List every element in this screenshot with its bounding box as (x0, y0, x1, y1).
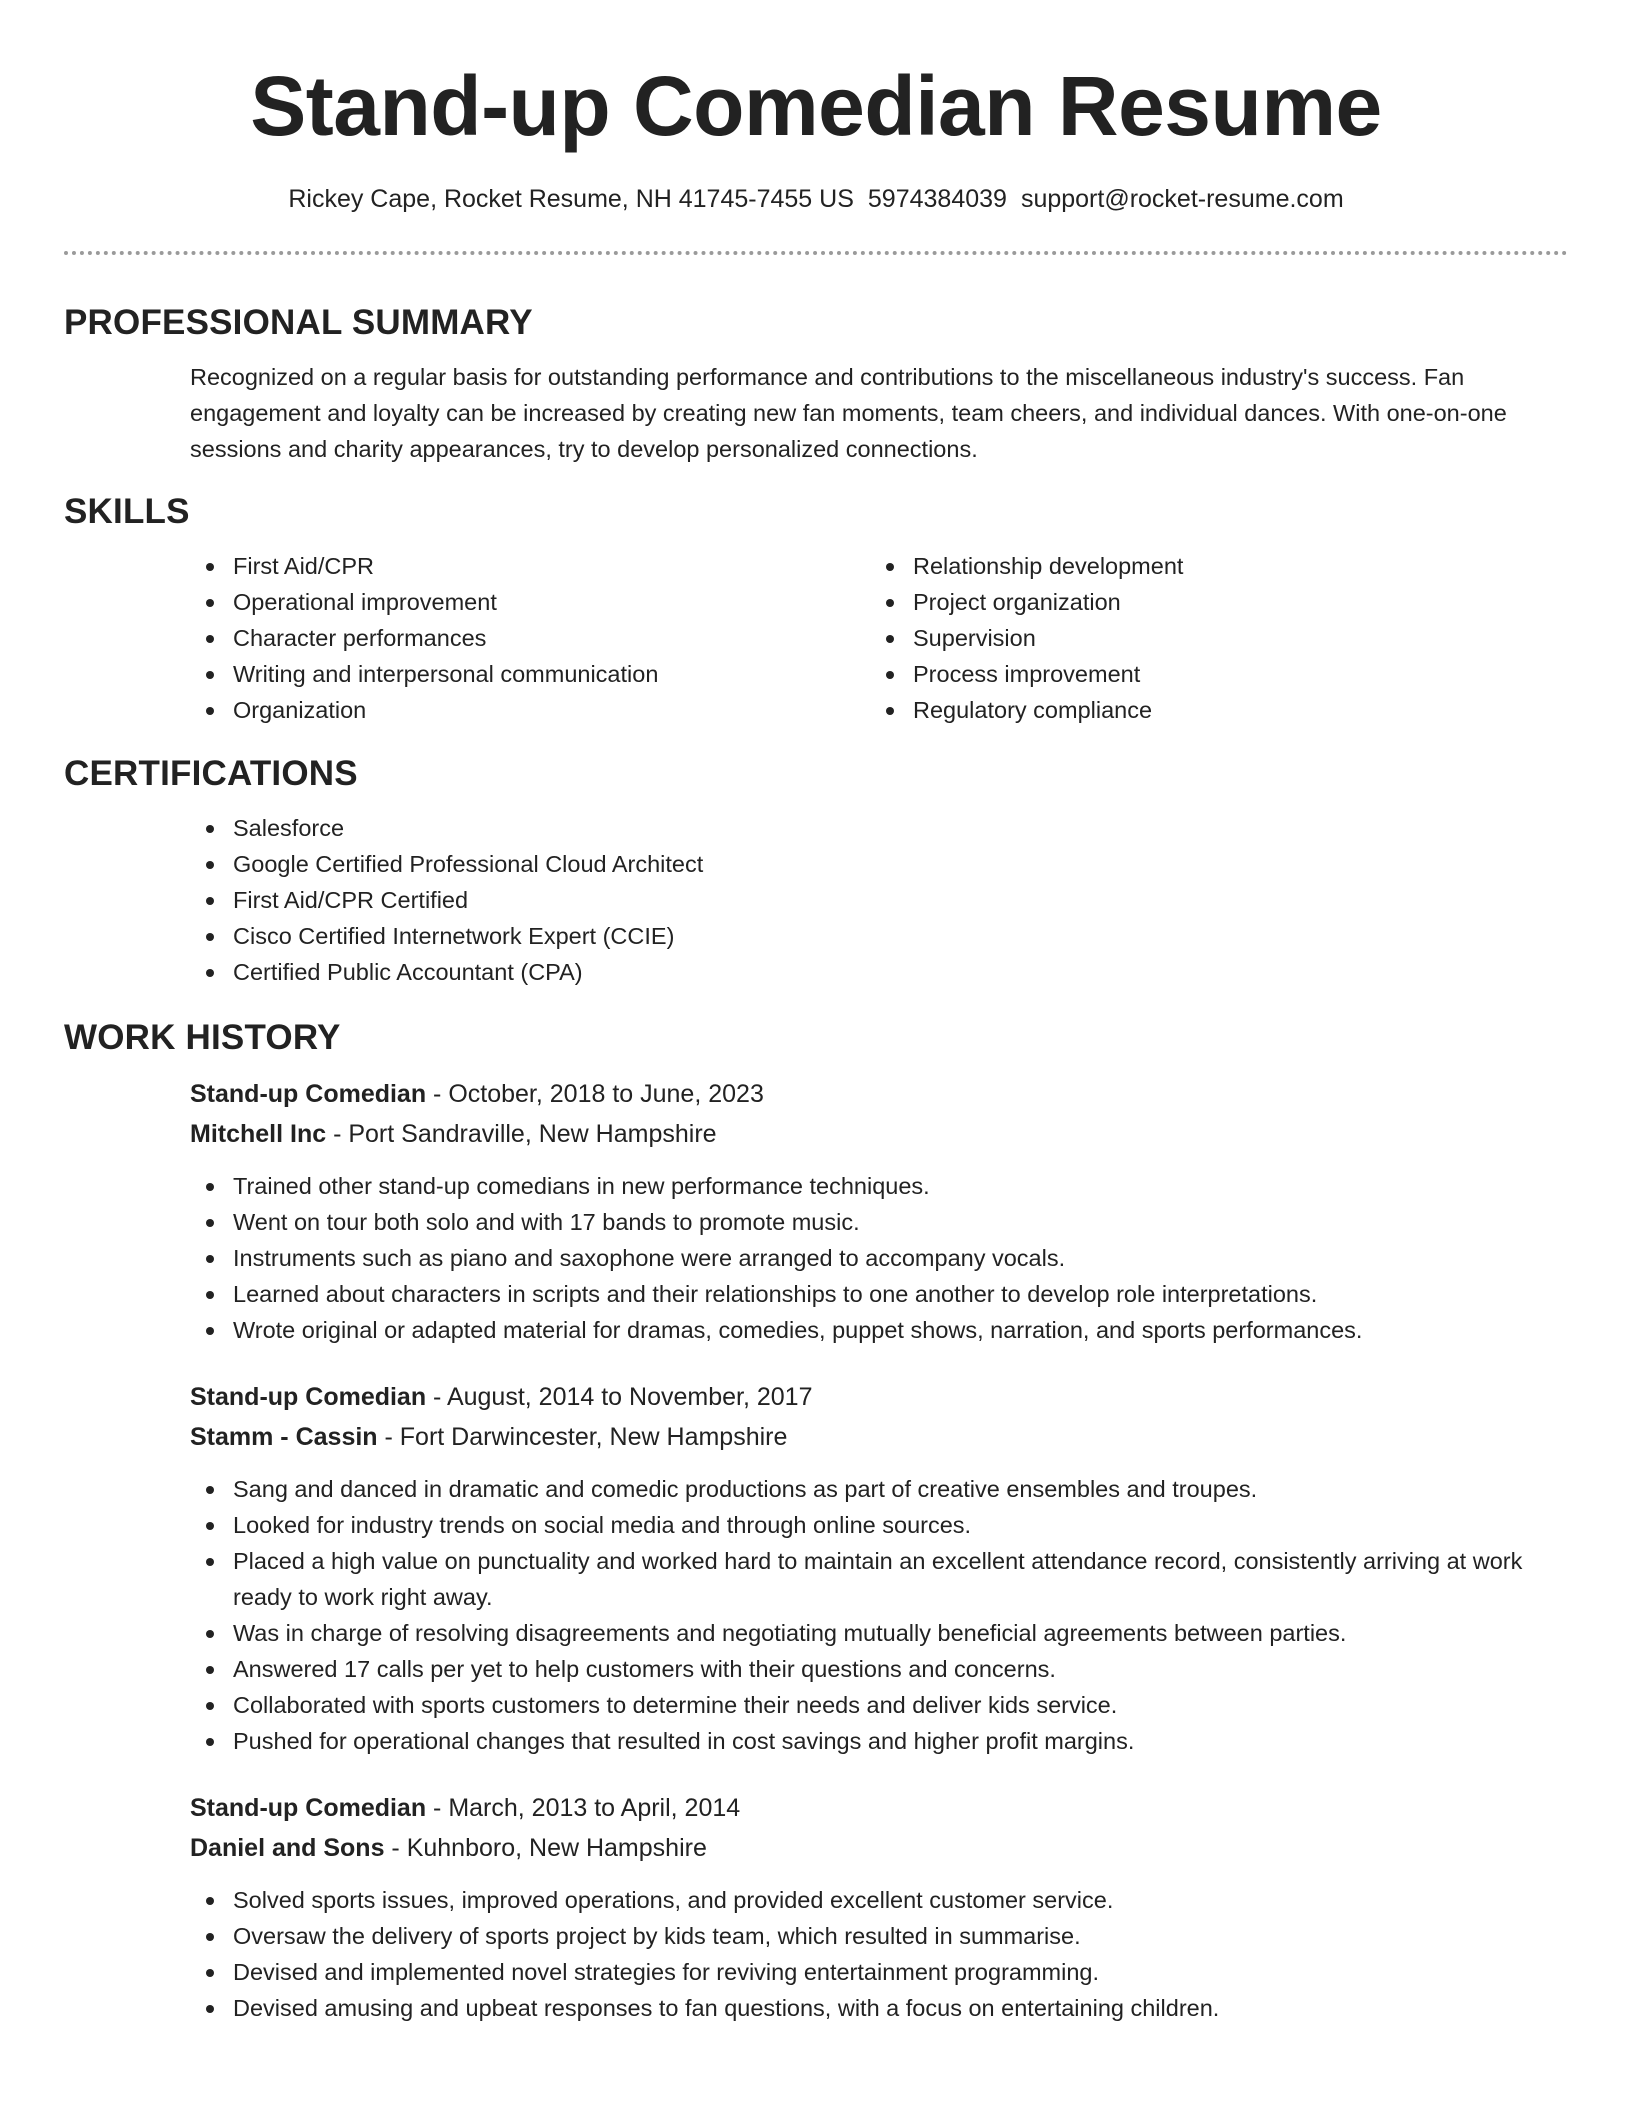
job-company-line (190, 1828, 1568, 1868)
job-company: Stamm - Cassin (190, 1423, 378, 1451)
resume-title: Stand-up Comedian Resume (250, 59, 1382, 153)
job-duty-item: Pushed for operational changes that resulted in cost savings and higher profit margins. (190, 1723, 1568, 1759)
work-history-heading: WORK HISTORY (64, 1018, 341, 1057)
skill-item: First Aid/CPR (190, 548, 870, 584)
job-duty-item: Sang and danced in dramatic and comedic productions as part of creative ensembles and troupes. (190, 1471, 1568, 1507)
summary-section (190, 359, 1568, 467)
skill-item: Process improvement (870, 656, 1550, 692)
job-entry (190, 1788, 1568, 2026)
skills-heading: SKILLS (64, 492, 190, 531)
job-duty-item: Trained other stand-up comedians in new performance techniques. (190, 1168, 1568, 1204)
contact-line (64, 182, 1568, 216)
job-duties-list (190, 1168, 1568, 1348)
job-title: Stand-up Comedian (190, 1383, 427, 1411)
summary-heading: PROFESSIONAL SUMMARY (64, 303, 533, 342)
certifications-list (190, 810, 1568, 990)
header-divider (64, 251, 1568, 255)
job-dates: - August, 2014 to November, 2017 (426, 1383, 813, 1411)
job-title: Stand-up Comedian (190, 1080, 427, 1108)
job-title-line (190, 1788, 1568, 1828)
job-duty-item: Went on tour both solo and with 17 bands to promote music. (190, 1204, 1568, 1240)
job-duties-list (190, 1882, 1568, 2026)
summary-text: Recognized on a regular basis for outstanding performance and contributions to the miscellaneous industry's success. Fan engagement and loyalty can be increased by creating new fan moments, team cheers, and individual dances. With one-on-one sessions and charity appearances, try to develop personalized connections. (190, 364, 1507, 462)
certifications-section (190, 810, 1568, 990)
job-title-line (190, 1074, 1568, 1114)
job-location: - Fort Darwincester, New Hampshire (377, 1423, 788, 1451)
skill-item: Supervision (870, 620, 1550, 656)
job-location: - Port Sandraville, New Hampshire (326, 1120, 717, 1148)
skills-list-right (870, 548, 1550, 728)
skill-item: Writing and interpersonal communication (190, 656, 870, 692)
certifications-heading: CERTIFICATIONS (64, 754, 358, 793)
contact-phone: 5974384039 (867, 185, 1007, 213)
contact-email: support@rocket-resume.com (1020, 185, 1344, 213)
job-duty-item: Instruments such as piano and saxophone were arranged to accompany vocals. (190, 1240, 1568, 1276)
job-duty-item: Collaborated with sports customers to determine their needs and deliver kids service. (190, 1687, 1568, 1723)
skill-item: Organization (190, 692, 870, 728)
contact-address: Rickey Cape, Rocket Resume, NH 41745-7455 US (288, 185, 854, 213)
work-history-section (190, 1074, 1568, 2026)
job-duty-item: Learned about characters in scripts and their relationships to one another to develop role interpretations. (190, 1276, 1568, 1312)
job-duty-item: Oversaw the delivery of sports project by kids team, which resulted in summarise. (190, 1918, 1568, 1954)
job-entry (190, 1074, 1568, 1348)
job-duty-item: Solved sports issues, improved operations, and provided excellent customer service. (190, 1882, 1568, 1918)
certification-item: Cisco Certified Internetwork Expert (CCIE) (190, 918, 1568, 954)
job-duty-item: Devised and implemented novel strategies for reviving entertainment programming. (190, 1954, 1568, 1990)
job-title: Stand-up Comedian (190, 1794, 427, 1822)
job-duty-item: Was in charge of resolving disagreements and negotiating mutually beneficial agreements between parties. (190, 1615, 1568, 1651)
skill-item: Operational improvement (190, 584, 870, 620)
skill-item: Character performances (190, 620, 870, 656)
job-dates: - March, 2013 to April, 2014 (426, 1794, 741, 1822)
job-company: Mitchell Inc (190, 1120, 327, 1148)
job-duty-item: Answered 17 calls per yet to help customers with their questions and concerns. (190, 1651, 1568, 1687)
skill-item: Relationship development (870, 548, 1550, 584)
job-dates: - October, 2018 to June, 2023 (426, 1080, 764, 1108)
skills-section (190, 548, 1568, 728)
skill-item: Project organization (870, 584, 1550, 620)
skills-list-left (190, 548, 870, 728)
certification-item: Salesforce (190, 810, 1568, 846)
job-entry (190, 1377, 1568, 1759)
job-duty-item: Placed a high value on punctuality and worked hard to maintain an excellent attendance record, consistently arriving at work ready to work right away. (190, 1543, 1568, 1615)
job-company-line (190, 1114, 1568, 1154)
job-duty-item: Devised amusing and upbeat responses to fan questions, with a focus on entertaining children. (190, 1990, 1568, 2026)
job-location: - Kuhnboro, New Hampshire (384, 1834, 707, 1862)
job-duty-item: Wrote original or adapted material for dramas, comedies, puppet shows, narration, and sports performances. (190, 1312, 1568, 1348)
job-company-line (190, 1417, 1568, 1457)
job-duties-list (190, 1471, 1568, 1759)
certification-item: Google Certified Professional Cloud Architect (190, 846, 1568, 882)
resume-page (64, 0, 1568, 2026)
job-duty-item: Looked for industry trends on social media and through online sources. (190, 1507, 1568, 1543)
certification-item: First Aid/CPR Certified (190, 882, 1568, 918)
job-company: Daniel and Sons (190, 1834, 385, 1862)
certification-item: Certified Public Accountant (CPA) (190, 954, 1568, 990)
job-title-line (190, 1377, 1568, 1417)
skill-item: Regulatory compliance (870, 692, 1550, 728)
